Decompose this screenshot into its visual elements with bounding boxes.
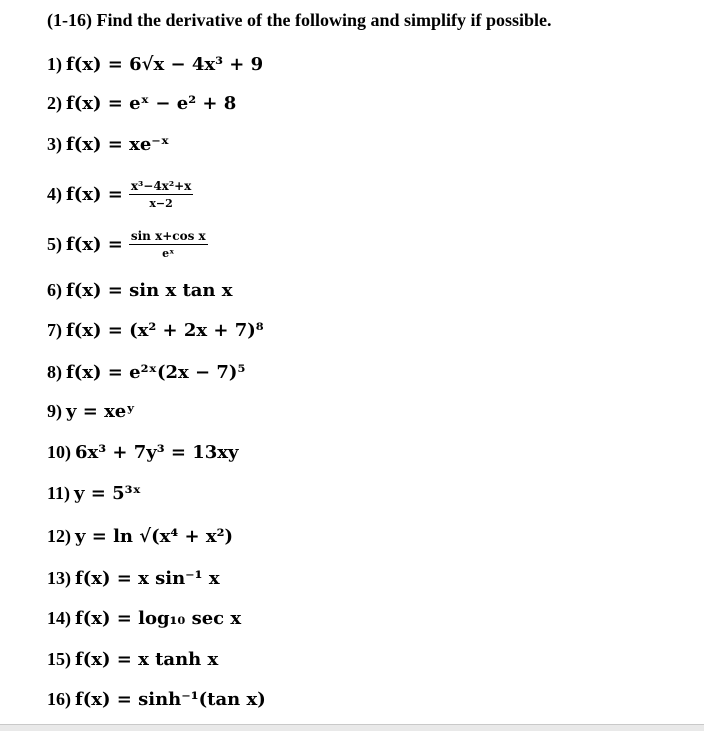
problem-3 (47, 132, 169, 156)
problem-number: 5) (47, 233, 62, 254)
problem-expression: f(x) = (66, 233, 123, 255)
problem-number: 15) (47, 648, 71, 669)
problem-number: 12) (47, 525, 71, 546)
problem-number: 9) (47, 400, 62, 421)
problem-number: 14) (47, 607, 71, 628)
problem-expression: y = 5³ˣ (74, 482, 142, 504)
problem-number: 8) (47, 361, 62, 382)
problem-number: 4) (47, 183, 62, 204)
problem-expression: f(x) = eˣ − e² + 8 (66, 92, 237, 114)
problem-expression: y = ln √(x⁴ + x²) (75, 525, 233, 547)
problem-expression: f(x) = log₁₀ sec x (75, 607, 242, 629)
problem-4 (47, 176, 193, 212)
problem-number: 1) (47, 53, 62, 74)
problem-11 (47, 481, 141, 505)
problem-5 (47, 226, 208, 262)
problem-6 (47, 278, 233, 302)
problem-9 (47, 399, 135, 423)
problem-number: 2) (47, 92, 62, 113)
problem-expression: y = xeʸ (66, 400, 135, 422)
problem-number: 3) (47, 133, 62, 154)
problem-expression: f(x) = 6√x − 4x³ + 9 (66, 53, 264, 75)
fraction-numerator: sin x+cos x (130, 228, 206, 243)
problem-1 (47, 52, 263, 76)
problem-15 (47, 647, 218, 671)
problem-expression: f(x) = x sin⁻¹ x (75, 567, 220, 589)
problem-number: 11) (47, 482, 71, 503)
problem-expression: f(x) = (66, 183, 123, 205)
problem-number: 6) (47, 279, 62, 300)
fraction (129, 179, 193, 210)
worksheet-heading: (1-16) Find the derivative of the following and simplify if possible. (47, 10, 552, 30)
problem-16 (47, 687, 266, 711)
problem-number: 13) (47, 567, 71, 588)
problem-expression: f(x) = (x² + 2x + 7)⁸ (66, 319, 264, 341)
problem-8 (47, 360, 245, 384)
problem-number: 10) (47, 441, 71, 462)
problem-2 (47, 91, 236, 115)
fraction-denominator: eˣ (162, 246, 175, 260)
problem-expression: f(x) = e²ˣ(2x − 7)⁵ (66, 361, 246, 383)
problem-7 (47, 318, 264, 342)
problem-13 (47, 566, 220, 590)
problem-expression: f(x) = sin x tan x (66, 279, 233, 301)
problem-expression: f(x) = x tanh x (75, 648, 219, 670)
problem-10 (47, 440, 238, 464)
fraction (129, 229, 208, 260)
problem-12 (47, 524, 233, 548)
problem-number: 7) (47, 319, 62, 340)
problem-expression: f(x) = xe⁻ˣ (66, 133, 170, 155)
fraction-numerator: x³−4x²+x (130, 178, 192, 193)
problem-14 (47, 606, 241, 630)
problem-expression: f(x) = sinh⁻¹(tan x) (75, 688, 266, 710)
problem-number: 16) (47, 688, 71, 709)
problem-expression: 6x³ + 7y³ = 13xy (75, 441, 239, 463)
fraction-denominator: x−2 (149, 196, 173, 210)
